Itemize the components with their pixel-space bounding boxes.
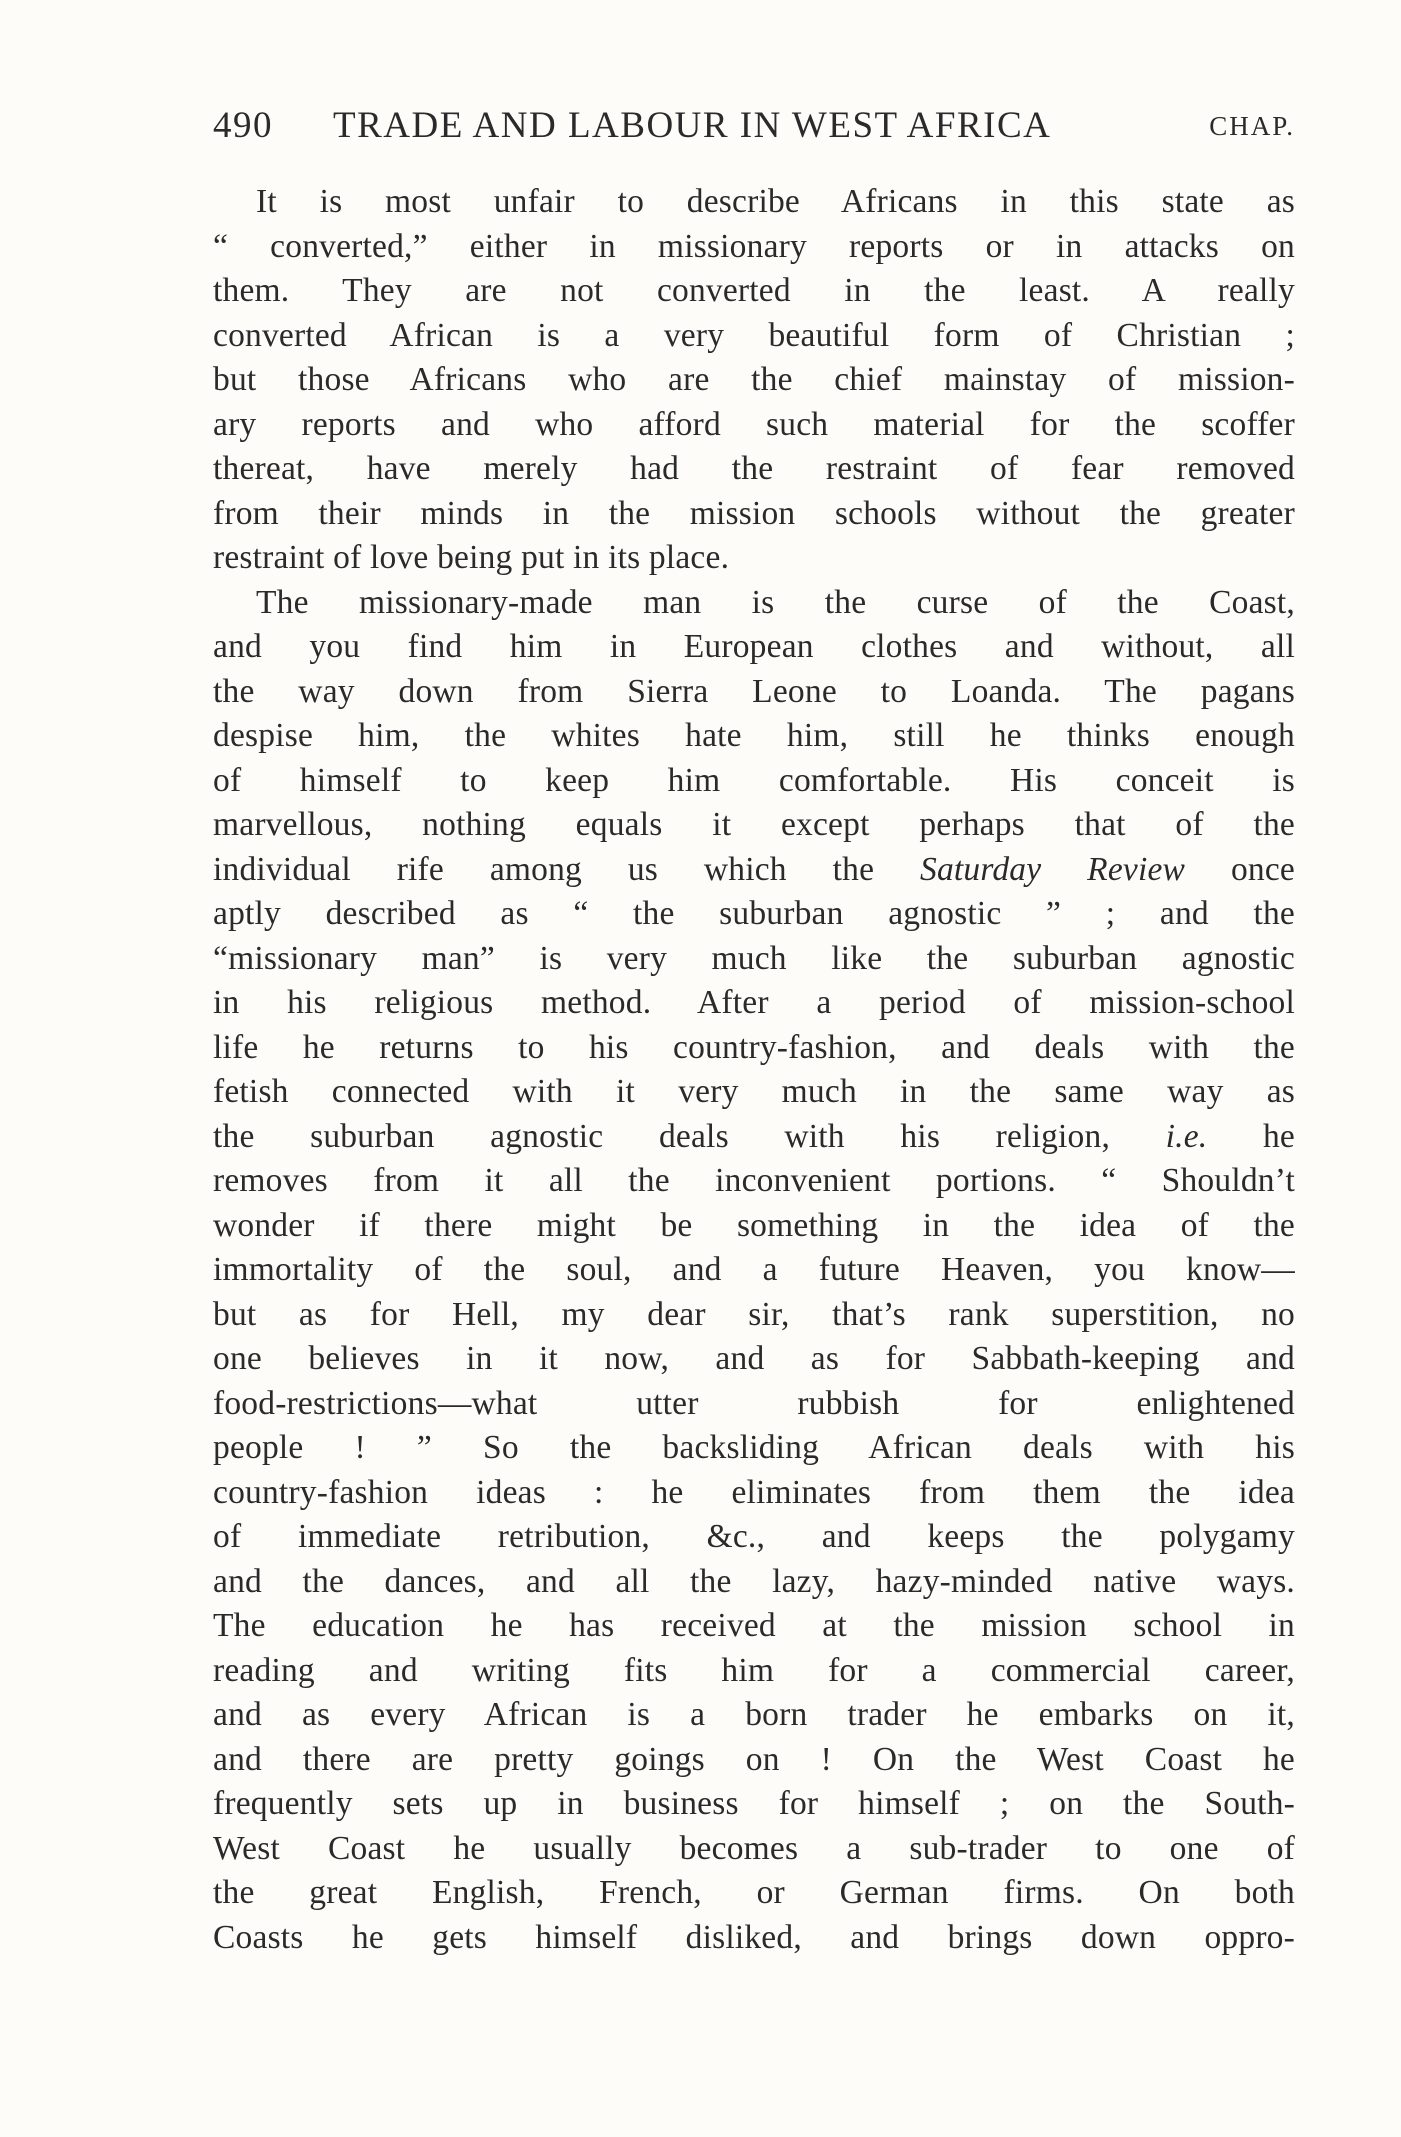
text-line: thereat, have merely had the restraint of fear removed [213, 450, 1295, 487]
text-line: despise him, the whites hate him, still he thinks enough [213, 717, 1295, 754]
text-line: fetish connected with it very much in the same way as [213, 1073, 1295, 1110]
text-line: and as every African is a born trader he embarks on it, [213, 1696, 1295, 1733]
text-line: It is most unfair to describe Africans in this state as [256, 183, 1295, 220]
text-line: reading and writing fits him for a commercial career, [213, 1651, 1295, 1689]
text-line-part: he [1207, 1117, 1295, 1155]
text-line: and you find him in European clothes and without, all [213, 628, 1295, 665]
text-line: of himself to keep him comfortable. His conceit is [213, 761, 1295, 799]
text-line: them. They are not converted in the least. A really [213, 272, 1295, 309]
text-line: country-fashion ideas : he eliminates from them the idea [213, 1473, 1295, 1511]
text-line: in his religious method. After a period of mission-school [213, 984, 1295, 1021]
text-line-with-italic [213, 848, 1295, 893]
text-line: but as for Hell, my dear sir, that’s rank superstition, no [213, 1295, 1295, 1333]
text-line: aptly described as “ the suburban agnostic ” ; and the [213, 895, 1295, 932]
text-line: from their minds in the mission schools without the greater [213, 494, 1295, 532]
text-line: Coasts he gets himself disliked, and brings down oppro- [213, 1918, 1295, 1956]
text-line: one believes in it now, and as for Sabbath-keeping and [213, 1340, 1295, 1377]
text-line: and there are pretty goings on ! On the West Coast he [213, 1740, 1295, 1778]
text-line: The education he has received at the mission school in [213, 1607, 1295, 1644]
text-line-with-italic [213, 1115, 1295, 1160]
text-line-part: individual rife among us which the [213, 850, 920, 888]
text-line-part: once [1185, 850, 1295, 888]
text-line: “missionary man” is very much like the suburban agnostic [213, 939, 1295, 977]
text-line-part: the suburban agnostic deals with his religion, [213, 1117, 1166, 1155]
text-line: food-restrictions—what utter rubbish for enlightened [213, 1384, 1295, 1422]
text-line: wonder if there might be something in the idea of the [213, 1206, 1295, 1244]
italic-abbreviation: i.e. [1165, 1117, 1208, 1155]
text-line: the way down from Sierra Leone to Loanda. The pagans [213, 672, 1295, 710]
text-line: people ! ” So the backsliding African deals with his [213, 1429, 1295, 1466]
text-line: frequently sets up in business for himself ; on the South- [213, 1785, 1295, 1822]
text-line: West Coast he usually becomes a sub-trader to one of [213, 1829, 1295, 1867]
chapter-label: CHAP. [1209, 111, 1295, 141]
text-line: restraint of love being put in its place. [213, 539, 730, 576]
text-line: removes from it all the inconvenient portions. “ Shouldn’t [213, 1162, 1295, 1199]
text-line: ary reports and who afford such material for the scoffer [213, 405, 1295, 443]
text-line: The missionary-made man is the curse of the Coast, [256, 583, 1295, 621]
italic-title: Saturday Review [920, 850, 1186, 888]
text-line: the great English, French, or German firms. On both [213, 1874, 1295, 1911]
page-number: 490 [213, 105, 273, 146]
running-header [213, 104, 1295, 148]
text-line: “ converted,” either in missionary reports or in attacks on [213, 227, 1295, 265]
text-line: converted African is a very beautiful form of Christian ; [213, 316, 1295, 354]
page-body [213, 180, 1295, 1960]
text-line: marvellous, nothing equals it except perhaps that of the [213, 806, 1295, 843]
text-line: and the dances, and all the lazy, hazy-minded native ways. [213, 1562, 1295, 1600]
text-line: of immediate retribution, &c., and keeps the polygamy [213, 1518, 1295, 1555]
running-title: TRADE AND LABOUR IN WEST AFRICA [333, 105, 1052, 146]
text-line: immortality of the soul, and a future Heaven, you know— [213, 1251, 1295, 1288]
text-line: life he returns to his country-fashion, and deals with the [213, 1028, 1295, 1066]
text-line: but those Africans who are the chief mainstay of mission- [213, 361, 1295, 398]
